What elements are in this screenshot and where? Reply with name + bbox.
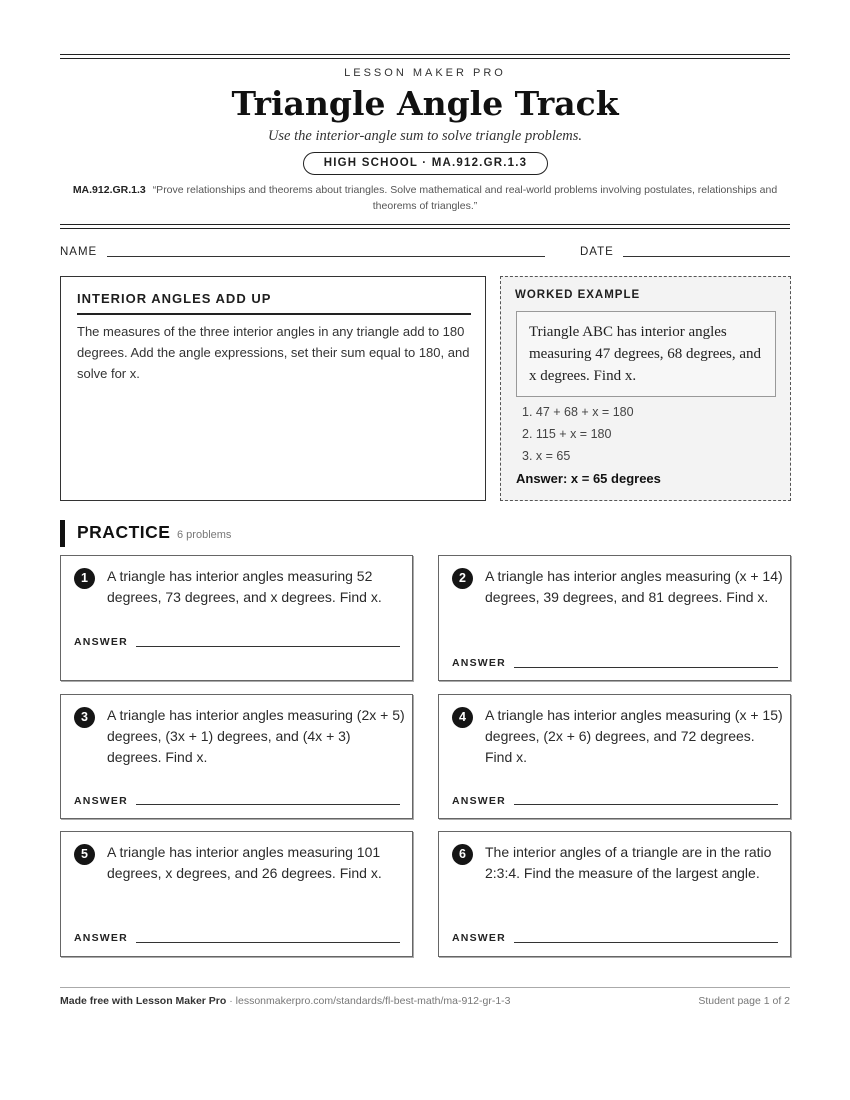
footer-url: · lessonmakerpro.com/standards/fl-best-math/ma-912-gr-1-3 [226, 995, 511, 1007]
name-field[interactable] [107, 256, 545, 257]
worked-step: 1. 47 + 68 + x = 180 [522, 405, 634, 419]
problem-number-badge: 3 [74, 707, 95, 728]
name-label: NAME [60, 246, 98, 258]
practice-count: 6 problems [177, 529, 232, 541]
problem-number-badge: 5 [74, 844, 95, 865]
standard-description [60, 182, 790, 214]
worked-example-problem: Triangle ABC has interior angles measuring 47 degrees, 68 degrees, and x degrees. Find x. [516, 311, 776, 397]
concept-box [60, 276, 486, 501]
problem-text: A triangle has interior angles measuring (x + 14) degrees, 39 degrees, and 81 degrees. Find x. [485, 568, 783, 605]
problem-text: The interior angles of a triangle are in the ratio 2:3:4. Find the measure of the largest angle. [485, 844, 772, 881]
header-top-rule [60, 54, 790, 59]
concept-heading: INTERIOR ANGLES ADD UP [77, 291, 471, 315]
answer-field[interactable] [136, 804, 400, 805]
standard-code: MA.912.GR.1.3 [72, 184, 146, 196]
problem-text: A triangle has interior angles measuring (2x + 5) degrees, (3x + 1) degrees, and (4x + 3) degrees. Find x. [107, 707, 405, 765]
problem-text: A triangle has interior angles measuring 101 degrees, x degrees, and 26 degrees. Find x. [107, 844, 382, 881]
concept-body: The measures of the three interior angles in any triangle add to 180 degrees. Add the angle expressions, set their sum equal to 180, and solve for x. [77, 324, 470, 381]
answer-label: ANSWER [74, 636, 128, 648]
header-bottom-rule [60, 224, 790, 229]
problem-card-3 [60, 694, 413, 819]
answer-field[interactable] [514, 942, 778, 943]
answer-field[interactable] [514, 667, 778, 668]
footer-credit [60, 995, 511, 1007]
problem-card-1 [60, 555, 413, 681]
problem-number-badge: 2 [452, 568, 473, 589]
level-badge: HIGH SCHOOL · MA.912.GR.1.3 [303, 152, 548, 175]
practice-accent-bar [60, 520, 65, 547]
problem-text: A triangle has interior angles measuring 52 degrees, 73 degrees, and x degrees. Find x. [107, 568, 382, 605]
brand-name: LESSON MAKER PRO [344, 67, 506, 79]
worked-step: 3. x = 65 [522, 449, 571, 463]
answer-label: ANSWER [74, 932, 128, 944]
footer-rule [60, 987, 790, 988]
footer-made-with: Made free with Lesson Maker Pro [60, 995, 227, 1007]
standard-text: “Prove relationships and theorems about triangles. Solve mathematical and real-world problems involving postulates, relationships and theorems of triangles.” [152, 184, 778, 212]
worked-example-heading: WORKED EXAMPLE [515, 289, 641, 301]
answer-label: ANSWER [452, 795, 506, 807]
problem-card-6 [438, 831, 791, 957]
worked-example-steps [522, 401, 634, 467]
answer-field[interactable] [136, 646, 400, 647]
problem-card-5 [60, 831, 413, 957]
worked-example-answer: Answer: x = 65 degrees [516, 471, 661, 486]
problem-text: A triangle has interior angles measuring (x + 15) degrees, (2x + 6) degrees, and 72 degrees. Find x. [485, 707, 783, 765]
answer-field[interactable] [136, 942, 400, 943]
answer-field[interactable] [514, 804, 778, 805]
worked-step: 2. 115 + x = 180 [522, 427, 612, 441]
footer-page-number: Student page 1 of 2 [698, 995, 790, 1007]
page-subtitle: Use the interior-angle sum to solve triangle problems. [267, 128, 583, 144]
worked-example-box [500, 276, 791, 501]
problem-card-4 [438, 694, 791, 819]
date-label: DATE [580, 246, 614, 258]
page-title: Triangle Angle Track [231, 84, 619, 123]
date-field[interactable] [623, 256, 790, 257]
problem-number-badge: 1 [74, 568, 95, 589]
answer-label: ANSWER [74, 795, 128, 807]
problem-card-2 [438, 555, 791, 681]
practice-heading: PRACTICE [77, 522, 171, 542]
answer-label: ANSWER [452, 932, 506, 944]
answer-label: ANSWER [452, 657, 506, 669]
problem-number-badge: 4 [452, 707, 473, 728]
problem-number-badge: 6 [452, 844, 473, 865]
